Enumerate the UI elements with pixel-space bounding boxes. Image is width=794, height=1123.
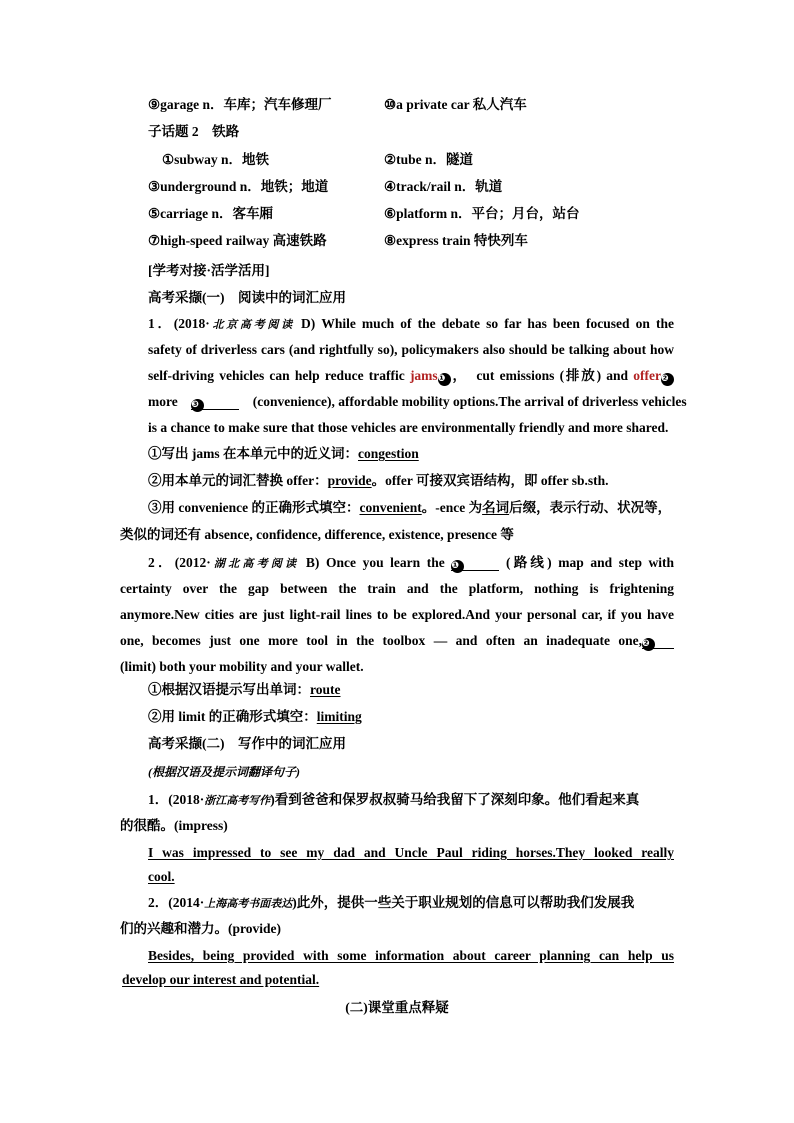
q1-year: (2018· xyxy=(173,316,210,331)
q1-sub3-answer: convenient xyxy=(359,500,422,515)
q2-source: 湖北高考阅读 xyxy=(210,558,300,570)
vocab-item-private-car: ⑩a private car 私人汽车 xyxy=(384,97,527,112)
q2-passage xyxy=(148,550,674,576)
w1-source: 浙江高考写作 xyxy=(204,795,271,807)
q2-sub1 xyxy=(148,681,341,699)
q1-tail: D) xyxy=(294,316,316,331)
w1-row1: )看到爸爸和保罗叔叔骑马给我留下了深刻印象。他们看起来真 xyxy=(270,792,640,807)
w1-prompt xyxy=(148,791,639,810)
w2-row2: 们的兴趣和潜力。(provide) xyxy=(120,921,281,936)
q1-row1: While much of the debate so far has been focused on the xyxy=(321,316,675,331)
part1-title: 高考采撷(一) 阅读中的词汇应用 xyxy=(148,290,346,305)
q1-sub3-mid: 。-ence 为 xyxy=(421,500,483,515)
vocab-item-underground: ③underground n．地铁；地道 xyxy=(148,179,329,194)
q1-sub2 xyxy=(148,472,608,490)
q1-sub3 xyxy=(148,499,671,517)
w2-answer xyxy=(148,944,674,968)
vocab-item-track: ④track/rail n．轨道 xyxy=(384,179,503,194)
q1-row2: safety of driverless cars (and rightfully so), policymakers also should be talking about how xyxy=(148,342,674,357)
footer-heading: (二)课堂重点释疑 xyxy=(345,1000,449,1015)
subtopic-heading: 子话题 2 铁路 xyxy=(148,124,240,139)
w2-source: 上海高考书面表达 xyxy=(204,898,293,910)
q1-number: 1． xyxy=(148,316,174,331)
marker-1b-icon: ❶ xyxy=(451,560,464,573)
q1-jams: jams xyxy=(409,368,438,383)
q1-sub1-answer: congestion xyxy=(358,446,419,461)
q1-offer: offer xyxy=(633,368,661,383)
q1-row3a: self-driving vehicles can help reduce traffic xyxy=(148,368,410,383)
marker-1-icon: ❶ xyxy=(438,373,451,386)
section-header: [学考对接·活学活用] xyxy=(148,263,270,278)
q2-row5: (limit) both your mobility and your wallet. xyxy=(120,659,364,674)
q2-sub1-answer: route xyxy=(310,682,341,697)
q2-row2: certainty over the gap between the train and the platform, nothing is frightening xyxy=(120,581,674,596)
vocab-item-express-train: ⑧express train 特快列车 xyxy=(384,233,528,248)
q2-sub2-answer: limiting xyxy=(316,709,362,724)
q1-row5: is a chance to make sure that those vehicles are environmentally friendly and more shared. xyxy=(148,420,669,435)
q2-sub2-label: ②用 limit 的正确形式填空： xyxy=(148,709,317,724)
q2-row1b: (路线) map and step with xyxy=(505,555,675,570)
vocab-item-subway: ①subway n．地铁 xyxy=(162,152,270,167)
q2-row4: one, becomes just one more tool in the toolbox — and often an inadequate one, xyxy=(120,633,642,648)
marker-2-icon: ❷ xyxy=(661,373,674,386)
part2-title: 高考采撷(二) 写作中的词汇应用 xyxy=(148,736,346,751)
marker-3-icon: ❸ xyxy=(191,399,204,412)
q1-sub2-answer: provide xyxy=(327,473,372,488)
q1-row3b: ， cut emissions (排放) and xyxy=(450,368,634,383)
vocab-item-high-speed-railway: ⑦high-speed railway 高速铁路 xyxy=(148,233,327,248)
w2-answer-line1: Besides, being provided with some information about career planning can help us xyxy=(148,948,674,963)
w1-answer-line1: I was impressed to see my dad and Uncle Paul riding horses.They looked really xyxy=(148,845,674,860)
q1-sub2-tail: 。offer 可接双宾语结构，即 offer sb.sth. xyxy=(371,473,609,488)
q1-blank-3[interactable] xyxy=(191,395,239,410)
q2-tail: B) xyxy=(299,555,320,570)
w2-answer-line2: develop our interest and potential. xyxy=(122,972,320,987)
w2-prompt xyxy=(148,894,634,913)
q2-year: (2012· xyxy=(174,555,211,570)
q2-blank-1[interactable] xyxy=(451,556,499,571)
part2-note: (根据汉语及提示词翻译句子) xyxy=(148,765,300,779)
q1-sub3-label: ③用 convenience 的正确形式填空： xyxy=(148,500,360,515)
q2-number: 2． xyxy=(148,555,175,570)
vocab-item-garage: ⑨garage n．车库；汽车修理厂 xyxy=(148,97,332,112)
q2-row3: anymore.New cities are just light-rail lines to be explored.And your personal car, if you have xyxy=(120,607,674,622)
w2-row1: )此外，提供一些关于职业规划的信息可以帮助我们发展我 xyxy=(292,895,635,910)
q1-sub3-row2: 类似的词还有 absence, confidence, difference, existence, presence 等 xyxy=(120,527,514,542)
marker-2b-icon: ❷ xyxy=(642,638,655,651)
w1-answer-line2: cool. xyxy=(148,869,175,884)
w1-year: (2018· xyxy=(168,792,205,807)
q1-row4a: more xyxy=(148,394,178,409)
w2-year: (2014· xyxy=(168,895,205,910)
q2-passage-body xyxy=(120,576,674,680)
q1-sub3-tail: 后缀，表示行动、状况等， xyxy=(509,500,672,515)
w1-number: 1． xyxy=(148,792,169,807)
q2-row1a: Once you learn the xyxy=(325,555,445,570)
q2-sub1-label: ①根据汉语提示写出单词： xyxy=(148,682,310,697)
q1-source: 北京高考阅读 xyxy=(209,319,295,331)
w1-answer xyxy=(148,841,674,865)
q1-passage xyxy=(148,311,687,441)
vocab-item-platform: ⑥platform n．平台；月台，站台 xyxy=(384,206,580,221)
q1-sub2-label: ②用本单元的词汇替换 offer： xyxy=(148,473,328,488)
w2-number: 2． xyxy=(148,895,169,910)
q1-sub3-noun: 名词 xyxy=(482,500,510,515)
vocab-item-carriage: ⑤carriage n．客车厢 xyxy=(148,206,273,221)
q1-sub1-label: ①写出 jams 在本单元中的近义词： xyxy=(148,446,358,461)
w1-row2: 的很酷。(impress) xyxy=(120,818,228,833)
q2-blank-2[interactable] xyxy=(642,634,674,649)
vocab-item-tube: ②tube n．隧道 xyxy=(384,152,473,167)
q1-row4b: (convenience), affordable mobility options.The arrival of driverless vehicles xyxy=(252,394,687,409)
q2-sub2 xyxy=(148,708,362,726)
q1-sub1 xyxy=(148,445,419,463)
